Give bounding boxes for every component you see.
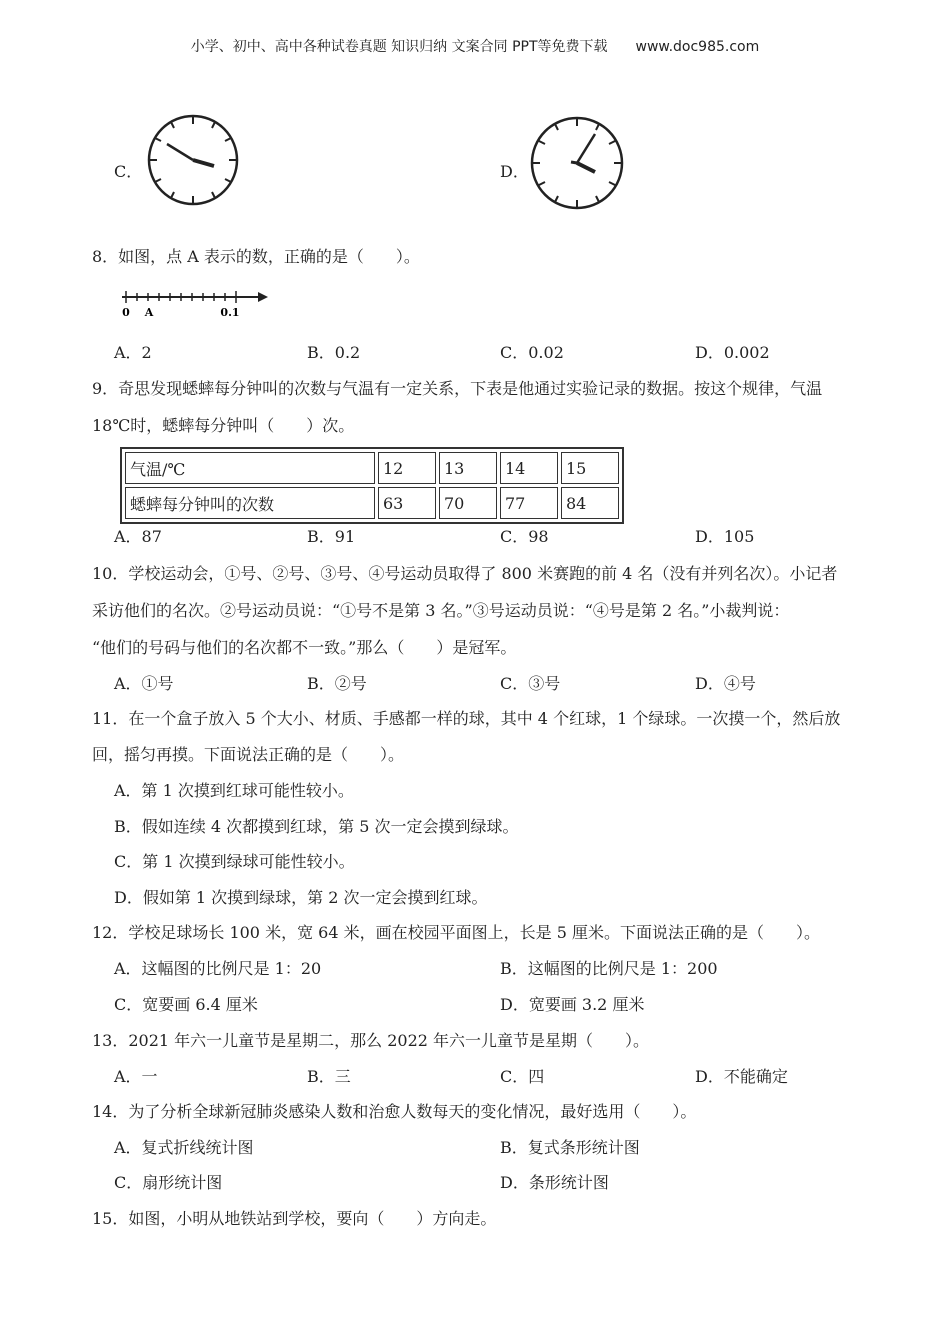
q12-option-d[interactable]: D．宽要画 3.2 厘米 [500, 995, 645, 1014]
page-header [0, 36, 950, 56]
table-cell: 13 [439, 452, 497, 484]
table-cell: 84 [561, 487, 619, 519]
table-cell: 12 [378, 452, 436, 484]
q8-axis-a: A [144, 306, 154, 319]
q9-option-d[interactable]: D．105 [695, 527, 755, 546]
table-row [125, 487, 619, 519]
q8-option-a[interactable]: A．2 [114, 343, 152, 362]
q9-option-b[interactable]: B．91 [307, 527, 356, 546]
table-cell: 77 [500, 487, 558, 519]
q10-option-a[interactable]: A．①号 [114, 674, 174, 693]
q8-option-c[interactable]: C．0.02 [500, 343, 564, 362]
q9-option-a[interactable]: A．87 [114, 527, 162, 546]
q8-number-line [118, 288, 273, 320]
q8-axis-tenth: 0.1 [220, 306, 240, 319]
q12-option-a[interactable]: A．这幅图的比例尺是 1：20 [114, 959, 322, 978]
q9-data-table [120, 447, 624, 524]
q12-option-c[interactable]: C．宽要画 6.4 厘米 [114, 995, 258, 1014]
q14-stem: 14．为了分析全球新冠肺炎感染人数和治愈人数每天的变化情况，最好选用（ ）。 [92, 1102, 697, 1121]
q7-clock-d-icon [529, 116, 625, 210]
q11-option-c[interactable]: C．第 1 次摸到绿球可能性较小。 [114, 852, 355, 871]
table-cell: 蟋蟀每分钟叫的次数 [125, 487, 375, 519]
q10-stem-line2: 采访他们的名次。②号运动员说：“①号不是第 3 名。”③号运动员说：“④号是第 2 名。”小裁判说： [92, 601, 790, 620]
header-text: 小学、初中、高中各种试卷真题 知识归纳 文案合同 PPT等免费下载 [190, 39, 608, 55]
table-cell: 15 [561, 452, 619, 484]
table-cell: 70 [439, 487, 497, 519]
q9-stem-line1: 9．奇思发现蟋蟀每分钟叫的次数与气温有一定关系，下表是他通过实验记录的数据。按这个规律，气温 [92, 379, 823, 398]
q14-option-c[interactable]: C．扇形统计图 [114, 1173, 223, 1192]
q10-stem-line3: “他们的号码与他们的名次都不一致。”那么（ ）是冠军。 [92, 638, 517, 657]
q13-stem: 13．2021 年六一儿童节是星期二，那么 2022 年六一儿童节是星期（ ）。 [92, 1031, 650, 1050]
q9-option-c[interactable]: C．98 [500, 527, 549, 546]
q12-option-b[interactable]: B．这幅图的比例尺是 1：200 [500, 959, 718, 978]
q11-option-a[interactable]: A．第 1 次摸到红球可能性较小。 [114, 781, 354, 800]
q13-option-a[interactable]: A．一 [114, 1067, 158, 1086]
q13-option-d[interactable]: D．不能确定 [695, 1067, 788, 1086]
q12-stem: 12．学校足球场长 100 米，宽 64 米，画在校园平面图上，长是 5 厘米。下面说法正确的是（ ）。 [92, 923, 820, 942]
q10-option-c[interactable]: C．③号 [500, 674, 561, 693]
q8-option-b[interactable]: B．0.2 [307, 343, 361, 362]
q11-option-b[interactable]: B．假如连续 4 次都摸到红球，第 5 次一定会摸到绿球。 [114, 817, 519, 836]
q14-option-d[interactable]: D．条形统计图 [500, 1173, 609, 1192]
q7-option-d-label: D． [500, 162, 529, 181]
q7-clock-c-icon [146, 114, 240, 206]
q10-stem-line1: 10．学校运动会，①号、②号、③号、④号运动员取得了 800 米赛跑的前 4 名（没有并列名次）。小记者 [92, 564, 838, 583]
q8-option-d[interactable]: D．0.002 [695, 343, 770, 362]
table-row [125, 452, 619, 484]
q7-option-c-label: C． [114, 162, 143, 181]
q11-stem-line2: 回，摇匀再摸。下面说法正确的是（ ）。 [92, 745, 405, 764]
q8-stem: 8．如图，点 A 表示的数，正确的是（ ）。 [92, 247, 420, 266]
q10-option-b[interactable]: B．②号 [307, 674, 367, 693]
q10-option-d[interactable]: D．④号 [695, 674, 756, 693]
header-site: www.doc985.com [635, 39, 760, 55]
q11-stem-line1: 11．在一个盒子放入 5 个大小、材质、手感都一样的球，其中 4 个红球，1 个绿球。一次摸一个，然后放 [92, 709, 841, 728]
q13-option-c[interactable]: C．四 [500, 1067, 545, 1086]
table-cell: 63 [378, 487, 436, 519]
q11-option-d[interactable]: D．假如第 1 次摸到绿球，第 2 次一定会摸到红球。 [114, 888, 488, 907]
q14-option-b[interactable]: B．复式条形统计图 [500, 1138, 640, 1157]
q15-stem: 15．如图，小明从地铁站到学校，要向（ ）方向走。 [92, 1209, 497, 1228]
q14-option-a[interactable]: A．复式折线统计图 [114, 1138, 254, 1157]
q9-stem-line2: 18℃时，蟋蟀每分钟叫（ ）次。 [92, 416, 355, 435]
q8-axis-zero: 0 [122, 306, 130, 319]
table-cell: 气温/℃ [125, 452, 375, 484]
q13-option-b[interactable]: B．三 [307, 1067, 351, 1086]
table-cell: 14 [500, 452, 558, 484]
